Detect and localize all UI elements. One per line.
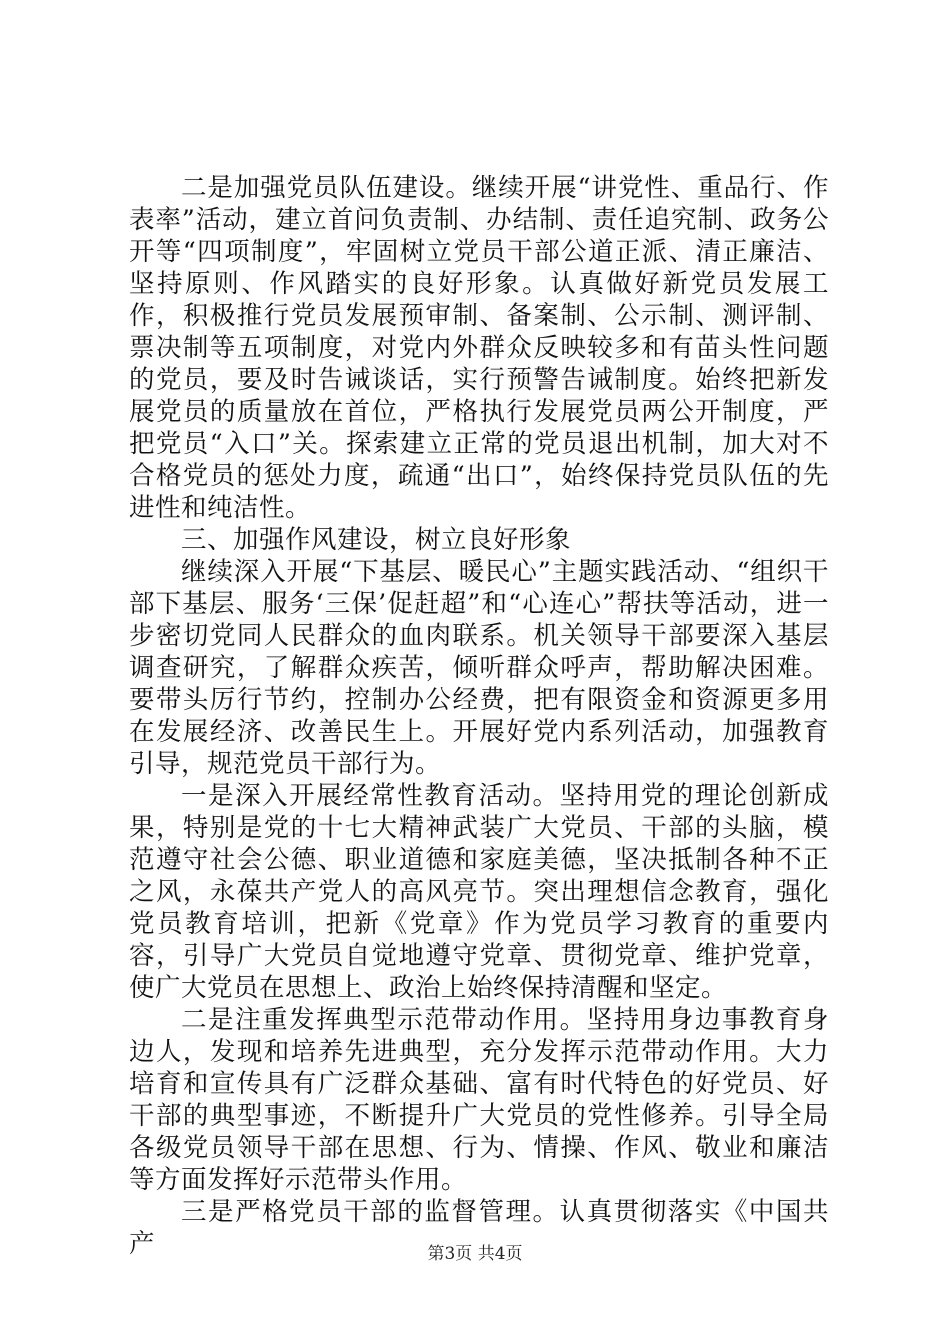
paragraph-regular-education: 一是深入开展经常性教育活动。坚持用党的理论创新成果，特别是党的十七大精神武装广大党员、干部的头脑，模范遵守社会公德、职业道德和家庭美德，坚决抵制各种不正之风，永葆共产党人的高风亮节。突出理想信念教育，强化党员教育培训，把新《党章》作为党员学习教育的重要内容，引导广大党员自觉地遵守党章、贯彻党章、维护党章，使广大党员在思想上、政治上始终保持清醒和坚定。 xyxy=(129,781,829,1003)
document-body xyxy=(129,172,829,1260)
section-heading-work-style: 三、加强作风建设，树立良好形象 xyxy=(181,525,572,555)
paragraph-grassroots-activities: 继续深入开展“下基层、暖民心”主题实践活动、“组织干部下基层、服务‘三保’促赶超”和“心连心”帮扶等活动，进一步密切党同人民群众的血肉联系。机关领导干部要深入基层调查研究，了解群众疾苦，倾听群众呼声，帮助解决困难。要带头厉行节约，控制办公经费，把有限资金和资源更多用在发展经济、改善民生上。开展好党内系列活动，加强教育引导，规范党员干部行为。 xyxy=(129,557,829,779)
paragraph-typical-examples: 二是注重发挥典型示范带动作用。坚持用身边事教育身边人，发现和培养先进典型，充分发挥示范带动作用。大力培育和宣传具有广泛群众基础、富有时代特色的好党员、好干部的典型事迹，不断提升广大党员的党性修养。引导全局各级党员领导干部在思想、行为、情操、作风、敬业和廉洁等方面发挥好示范带头作用。 xyxy=(129,1005,829,1195)
page-footer: 第3页 共4页 xyxy=(427,1244,523,1264)
paragraph-supervision: 三是严格党员干部的监督管理。认真贯彻落实《中国共产 xyxy=(129,1197,829,1259)
paragraph-party-team-building: 二是加强党员队伍建设。继续开展“讲党性、重品行、作表率”活动，建立首问负责制、办结制、责任追究制、政务公开等“四项制度”，牢固树立党员干部公道正派、清正廉洁、坚持原则、作风踏实的良好形象。认真做好新党员发展工作，积极推行党员发展预审制、备案制、公示制、测评制、票决制等五项制度，对党内外群众反映较多和有苗头性问题的党员，要及时告诫谈话，实行预警告诫制度。始终把新发展党员的质量放在首位，严格执行发展党员两公开制度，严把党员“入口”关。探索建立正常的党员退出机制，加大对不合格党员的惩处力度，疏通“出口”，始终保持党员队伍的先进性和纯洁性。 xyxy=(129,173,829,523)
